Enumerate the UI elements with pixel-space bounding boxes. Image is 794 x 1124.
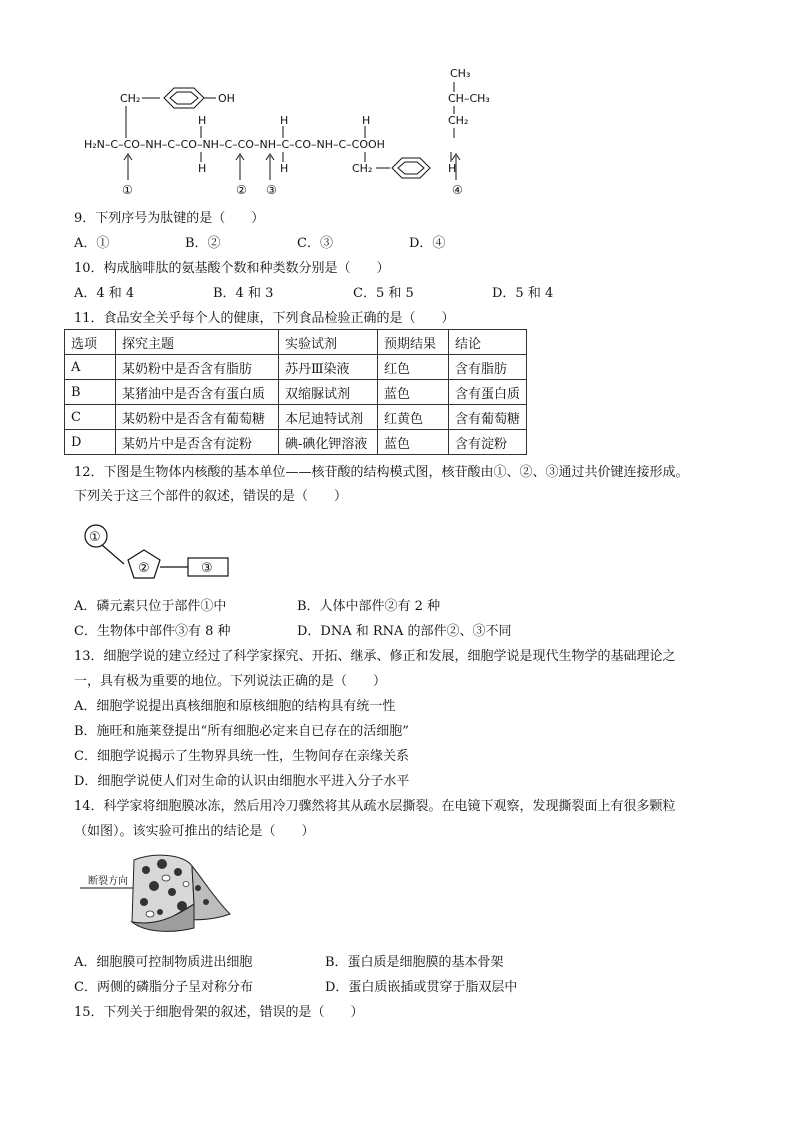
- table-cell: D: [65, 430, 116, 455]
- q14-option-a[interactable]: A．细胞膜可控制物质进出细胞: [74, 955, 253, 970]
- table-header-cell: 探究主题: [116, 330, 279, 355]
- q13-option-c[interactable]: C．细胞学说揭示了生物界具统一性，生物间存在亲缘关系: [74, 749, 409, 764]
- table-header-cell: 预期结果: [378, 330, 449, 355]
- table-cell: 含有蛋白质: [449, 380, 527, 405]
- table-header-cell: 实验试剂: [279, 330, 378, 355]
- nucleotide-diagram: [80, 522, 240, 582]
- marker-3: ③: [266, 183, 277, 197]
- q10-option-d[interactable]: D．5 和 4: [492, 286, 554, 301]
- nucleotide-label-1: ①: [89, 530, 101, 545]
- q12-option-c[interactable]: C．生物体中部件③有 8 种: [74, 624, 231, 639]
- question-13-stem-line1: 13．细胞学说的建立经过了科学家探究、开拓、继承、修正和发展，细胞学说是现代生物学的基础理论之: [74, 649, 676, 664]
- question-12-stem-line1: 12．下图是生物体内核酸的基本单位——核苷酸的结构模式图，核苷酸由①、②、③通过共价键连接形成。: [74, 465, 689, 480]
- q12-option-b[interactable]: B．人体中部件②有 2 种: [297, 599, 441, 614]
- table-cell: 某奶片中是否含有淀粉: [116, 430, 279, 455]
- table-cell: 含有脂肪: [449, 355, 527, 380]
- nucleotide-label-3: ③: [201, 561, 213, 576]
- table-cell: 苏丹Ⅲ染液: [279, 355, 378, 380]
- formula-ch-ch3: CH–CH₃: [448, 92, 490, 105]
- formula-ch2-bottom: CH₂: [352, 162, 373, 175]
- formula-h-bottom-2: H: [198, 162, 207, 175]
- q9-option-a[interactable]: A．①: [74, 236, 110, 251]
- question-15-stem: 15．下列关于细胞骨架的叙述，错误的是（ ）: [74, 1005, 364, 1020]
- marker-4: ④: [452, 183, 463, 197]
- table-header-row: [65, 330, 527, 355]
- formula-h-bottom-5: H: [448, 162, 457, 175]
- table-cell: 红黄色: [378, 405, 449, 430]
- formula-h-top-4: H: [362, 114, 371, 127]
- formula-h-top-3: H: [280, 114, 289, 127]
- food-test-table: [64, 329, 527, 455]
- q10-option-c[interactable]: C．5 和 5: [353, 286, 414, 301]
- table-row: [65, 430, 527, 455]
- table-cell: 含有淀粉: [449, 430, 527, 455]
- table-header-cell: 选项: [65, 330, 116, 355]
- formula-oh: OH: [218, 92, 235, 105]
- q12-option-d[interactable]: D．DNA 和 RNA 的部件②、③不同: [297, 624, 512, 639]
- table-cell: 碘-碘化钾溶液: [279, 430, 378, 455]
- q12-option-a[interactable]: A．磷元素只位于部件①中: [74, 599, 227, 614]
- table-cell: B: [65, 380, 116, 405]
- table-cell: 蓝色: [378, 380, 449, 405]
- table-cell: 蓝色: [378, 430, 449, 455]
- nucleotide-label-2: ②: [138, 561, 150, 576]
- marker-1: ①: [122, 183, 133, 197]
- q14-option-c[interactable]: C．两侧的磷脂分子呈对称分布: [74, 980, 253, 995]
- table-cell: 红色: [378, 355, 449, 380]
- table-cell: 本尼迪特试剂: [279, 405, 378, 430]
- table-row: [65, 355, 527, 380]
- table-cell: 某奶粉中是否含有脂肪: [116, 355, 279, 380]
- q14-option-b[interactable]: B．蛋白质是细胞膜的基本骨架: [325, 955, 504, 970]
- formula-ch2-left: CH₂: [120, 92, 141, 105]
- q13-option-a[interactable]: A．细胞学说提出真核细胞和原核细胞的结构具有统一性: [74, 699, 396, 714]
- fracture-direction-label: 断裂方向: [88, 876, 128, 887]
- q9-option-c[interactable]: C．③: [297, 236, 333, 251]
- question-14-stem-line2: （如图）。该实验可推出的结论是（ ）: [74, 824, 315, 839]
- formula-h-top-2: H: [198, 114, 207, 127]
- q13-option-b[interactable]: B．施旺和施莱登提出“所有细胞必定来自已存在的活细胞”: [74, 724, 409, 739]
- question-11-stem: 11．食品安全关乎每个人的健康，下列食品检验正确的是（ ）: [74, 311, 455, 326]
- table-header-cell: 结论: [449, 330, 527, 355]
- table-cell: C: [65, 405, 116, 430]
- question-14-stem-line1: 14．科学家将细胞膜冰冻，然后用冷刀骤然将其从疏水层撕裂。在电镜下观察，发现撕裂面上有很多颗粒: [74, 799, 676, 814]
- formula-top-ch3: CH₃: [450, 67, 471, 80]
- formula-main-chain: H₂N–C–CO–NH–C–CO–NH–C–CO–NH–C–CO–NH–C–COOH: [84, 138, 385, 151]
- question-12-stem-line2: 下列关于这三个部件的叙述，错误的是（ ）: [74, 489, 348, 504]
- peptide-structure-diagram: [80, 62, 520, 202]
- table-row: [65, 405, 527, 430]
- marker-2: ②: [236, 183, 247, 197]
- question-10-stem: 10．构成脑啡肽的氨基酸个数和种类数分别是（ ）: [74, 261, 390, 276]
- q13-option-d[interactable]: D．细胞学说使人们对生命的认识由细胞水平进入分子水平: [74, 774, 410, 789]
- table-cell: 某奶粉中是否含有葡萄糖: [116, 405, 279, 430]
- q9-option-d[interactable]: D．④: [409, 236, 446, 251]
- table-cell: 双缩脲试剂: [279, 380, 378, 405]
- formula-h-bottom-3: H: [280, 162, 289, 175]
- q10-option-a[interactable]: A．4 和 4: [74, 286, 135, 301]
- table-cell: 某猪油中是否含有蛋白质: [116, 380, 279, 405]
- freeze-fracture-figure: [74, 848, 234, 938]
- table-row: [65, 380, 527, 405]
- question-13-stem-line2: 一，具有极为重要的地位。下列说法正确的是（ ）: [74, 674, 387, 689]
- table-cell: A: [65, 355, 116, 380]
- q9-option-b[interactable]: B．②: [185, 236, 221, 251]
- q14-option-d[interactable]: D．蛋白质嵌插或贯穿于脂双层中: [325, 980, 518, 995]
- formula-ch2-right: CH₂: [448, 114, 469, 127]
- table-cell: 含有葡萄糖: [449, 405, 527, 430]
- question-9-stem: 9．下列序号为肽键的是（ ）: [74, 211, 265, 226]
- q10-option-b[interactable]: B．4 和 3: [213, 286, 274, 301]
